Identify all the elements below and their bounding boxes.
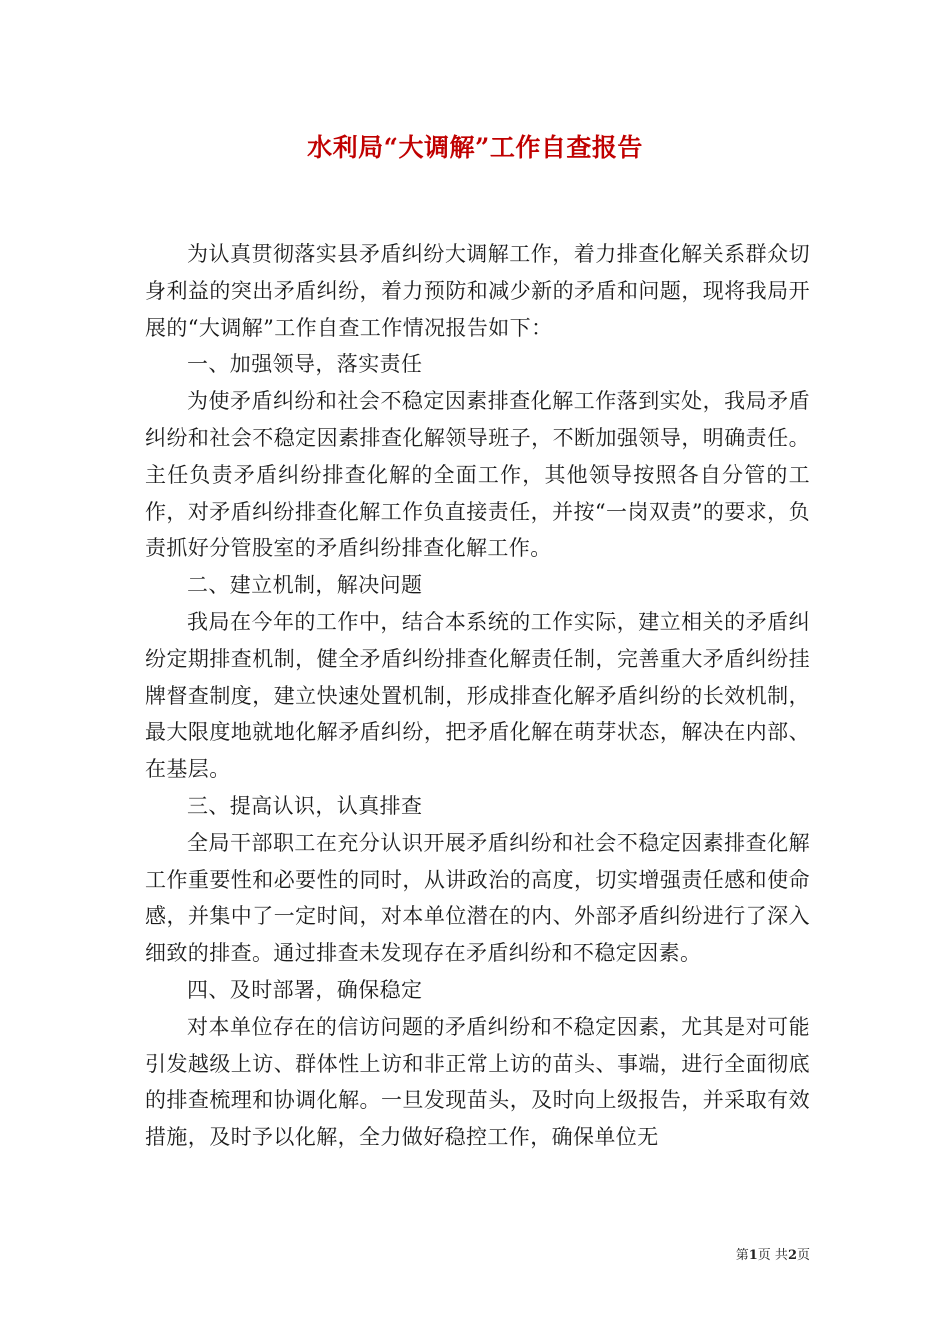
footer-middle: 页 共 [757,1248,788,1263]
intro-paragraph: 为认真贯彻落实县矛盾纠纷大调解工作，着力排查化解关系群众切身利益的突出矛盾纠纷，着力预防和减少新的矛盾和问题，现将我局开展的“大调解”工作自查工作情况报告如下： [145,242,810,340]
section-1-paragraph: 为使矛盾纠纷和社会不稳定因素排查化解工作落到实处，我局矛盾纠纷和社会不稳定因素排查化解领导班子，不断加强领导，明确责任。主任负责矛盾纠纷排查化解的全面工作，其他领导按照各自分管的工作，对矛盾纠纷排查化解工作负直接责任，并按“一岗双责”的要求，负责抓好分管股室的矛盾纠纷排查化解工作。 [145,389,810,561]
footer-total-pages: 2 [787,1248,797,1263]
footer-page-number: 1 [748,1248,758,1263]
section-2-paragraph: 我局在今年的工作中，结合本系统的工作实际，建立相关的矛盾纠纷定期排查机制，健全矛盾纠纷排查化解责任制，完善重大矛盾纠纷挂牌督查制度，建立快速处置机制，形成排查化解矛盾纠纷的长效机制，最大限度地就地化解矛盾纠纷，把矛盾化解在萌芽状态，解决在内部、在基层。 [145,609,810,782]
document-body [145,236,810,1156]
document-title: 水利局“大调解”工作自查报告 [307,133,643,162]
section-heading-4: 四、及时部署，确保稳定 [187,977,423,1002]
footer-prefix: 第 [735,1248,749,1263]
section-3-paragraph: 全局干部职工在充分认识开展矛盾纠纷和社会不稳定因素排查化解工作重要性和必要性的同时，从讲政治的高度，切实增强责任感和使命感，并集中了一定时间，对本单位潜在的内、外部矛盾纠纷进行了深入细致的排查。通过排查未发现存在矛盾纠纷和不稳定因素。 [145,830,810,966]
page-footer [680,1246,810,1266]
section-heading-2: 二、建立机制，解决问题 [187,573,423,598]
section-heading-3: 三、提高认识，认真排查 [187,793,423,818]
footer-suffix: 页 [796,1248,810,1263]
section-4-paragraph: 对本单位存在的信访问题的矛盾纠纷和不稳定因素，尤其是对可能引发越级上访、群体性上访和非正常上访的苗头、事端，进行全面彻底的排查梳理和协调化解。一旦发现苗头，及时向上级报告，并采取有效措施，及时予以化解，全力做好稳控工作，确保单位无 [145,1014,810,1150]
section-heading-1: 一、加强领导，落实责任 [187,352,423,377]
